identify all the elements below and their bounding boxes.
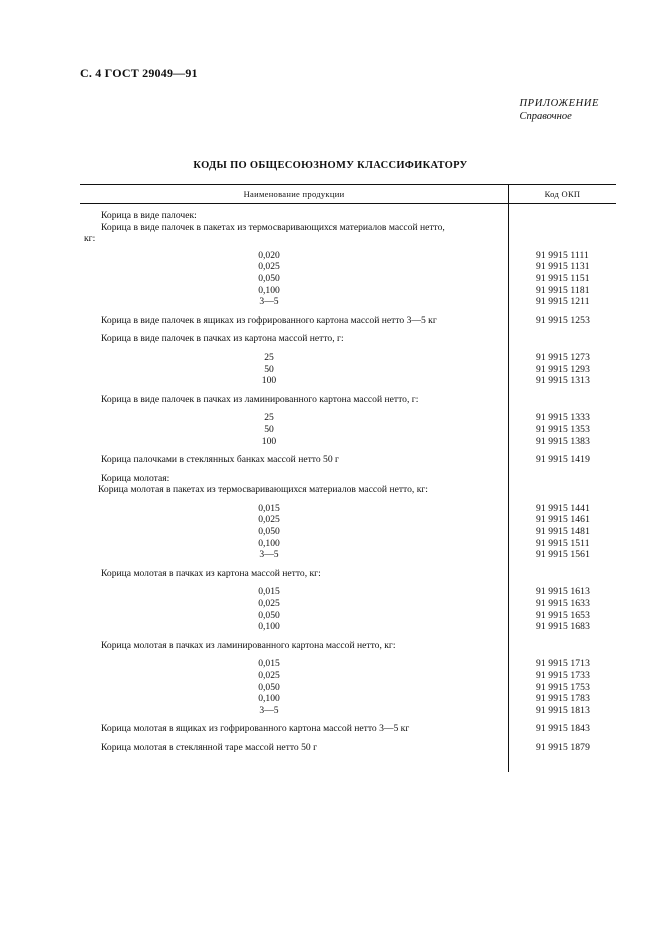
- row-name: Корица молотая в пачках из картона массой нетто, кг:: [101, 567, 321, 579]
- row-code: 91 9915 1151: [536, 272, 590, 284]
- row-quantity: 0,100: [258, 537, 280, 549]
- row-name: Корица в виде палочек в ящиках из гофрированного картона массой нетто 3—5 кг: [101, 314, 437, 326]
- row-code: 91 9915 1783: [536, 693, 590, 705]
- row-quantity: 0,015: [258, 502, 280, 514]
- row-code: 91 9915 1419: [536, 454, 590, 466]
- row-quantity: 0,025: [258, 514, 280, 526]
- appendix-sublabel: Справочное: [519, 111, 572, 122]
- document-title: КОДЫ ПО ОБЩЕСОЮЗНОМУ КЛАССИФИКАТОРУ: [193, 160, 468, 171]
- row-quantity: 50: [264, 423, 274, 435]
- row-quantity: 0,025: [258, 261, 280, 273]
- row-code: 91 9915 1181: [536, 284, 590, 296]
- appendix-label-block: [520, 97, 600, 123]
- row-quantity: 0,050: [258, 609, 280, 621]
- row-code: 91 9915 1613: [536, 586, 590, 598]
- row-name: Корица молотая в стеклянной таре массой нетто 50 г: [101, 741, 318, 753]
- row-code: 91 9915 1879: [536, 741, 590, 753]
- table-body: [80, 204, 616, 772]
- row-quantity: 0,025: [258, 598, 280, 610]
- row-quantity: 0,100: [258, 284, 280, 296]
- row-quantity: 100: [261, 435, 277, 447]
- row-code: 91 9915 1353: [536, 423, 590, 435]
- row-name: кг:: [84, 233, 96, 245]
- row-code: 91 9915 1561: [536, 549, 590, 561]
- row-code: 91 9915 1753: [536, 681, 590, 693]
- row-code: 91 9915 1441: [536, 502, 590, 514]
- row-name: Корица в виде палочек в пачках из картона массой нетто, г:: [101, 333, 344, 345]
- row-code: 91 9915 1713: [536, 658, 590, 670]
- row-name: Корица молотая в пачках из ламинированного картона массой нетто, кг:: [101, 639, 396, 651]
- row-code: 91 9915 1333: [536, 412, 590, 424]
- row-quantity: 0,020: [258, 249, 280, 261]
- appendix-label: ПРИЛОЖЕНИЕ: [519, 98, 599, 109]
- row-code: 91 9915 1211: [536, 296, 590, 308]
- row-name: Корица в виде палочек:: [101, 210, 197, 221]
- row-code: 91 9915 1273: [536, 351, 590, 363]
- table-header: [80, 185, 616, 204]
- row-quantity: 100: [261, 375, 277, 387]
- row-quantity: 0,100: [258, 693, 280, 705]
- column-header-name: Наименование продукции: [243, 189, 345, 199]
- row-code: 91 9915 1313: [536, 375, 590, 387]
- row-quantity: 0,025: [258, 670, 280, 681]
- row-code: 91 9915 1511: [536, 537, 590, 549]
- row-code: 91 9915 1843: [536, 723, 590, 735]
- row-code: 91 9915 1383: [536, 435, 590, 447]
- row-quantity: 3—5: [259, 704, 279, 716]
- row-quantity: 3—5: [259, 296, 279, 308]
- column-header-code: Код ОКП: [508, 185, 616, 203]
- row-code: 91 9915 1253: [536, 314, 590, 326]
- row-name: Корица молотая в пакетах из термосваривающихся материалов массой нетто, кг:: [98, 484, 428, 496]
- code-column: [508, 204, 616, 772]
- row-code: 91 9915 1653: [536, 609, 590, 621]
- row-name: Корица палочками в стеклянных банках массой нетто 50 г: [101, 454, 339, 466]
- row-quantity: 50: [264, 363, 274, 375]
- row-quantity: 25: [264, 412, 274, 424]
- row-code: 91 9915 1733: [536, 670, 590, 681]
- row-quantity: 0,050: [258, 681, 280, 693]
- row-quantity: 0,015: [258, 586, 280, 598]
- row-code: 91 9915 1111: [536, 249, 589, 261]
- codes-table: [80, 184, 616, 772]
- name-column: [80, 204, 508, 772]
- row-code: 91 9915 1813: [536, 704, 590, 716]
- row-code: 91 9915 1633: [536, 598, 590, 610]
- row-quantity: 25: [264, 351, 274, 363]
- row-name: Корица в виде палочек в пачках из ламинированного картона массой нетто, г:: [101, 393, 419, 405]
- row-code: 91 9915 1293: [536, 363, 590, 375]
- row-name: Корица молотая:: [101, 472, 170, 484]
- row-quantity: 0,015: [258, 658, 280, 670]
- row-quantity: 0,100: [258, 621, 280, 633]
- row-code: 91 9915 1131: [536, 261, 590, 273]
- row-code: 91 9915 1481: [536, 526, 590, 538]
- row-name: Корица в виде палочек в пакетах из термосваривающихся материалов массой нетто,: [101, 221, 445, 233]
- row-code: 91 9915 1683: [536, 621, 590, 633]
- row-quantity: 0,050: [258, 272, 280, 284]
- page-header: С. 4 ГОСТ 29049—91: [80, 66, 198, 80]
- row-quantity: 3—5: [259, 549, 279, 561]
- row-quantity: 0,050: [258, 526, 280, 538]
- row-code: 91 9915 1461: [536, 514, 590, 526]
- row-name: Корица молотая в ящиках из гофрированного картона массой нетто 3—5 кг: [101, 723, 410, 735]
